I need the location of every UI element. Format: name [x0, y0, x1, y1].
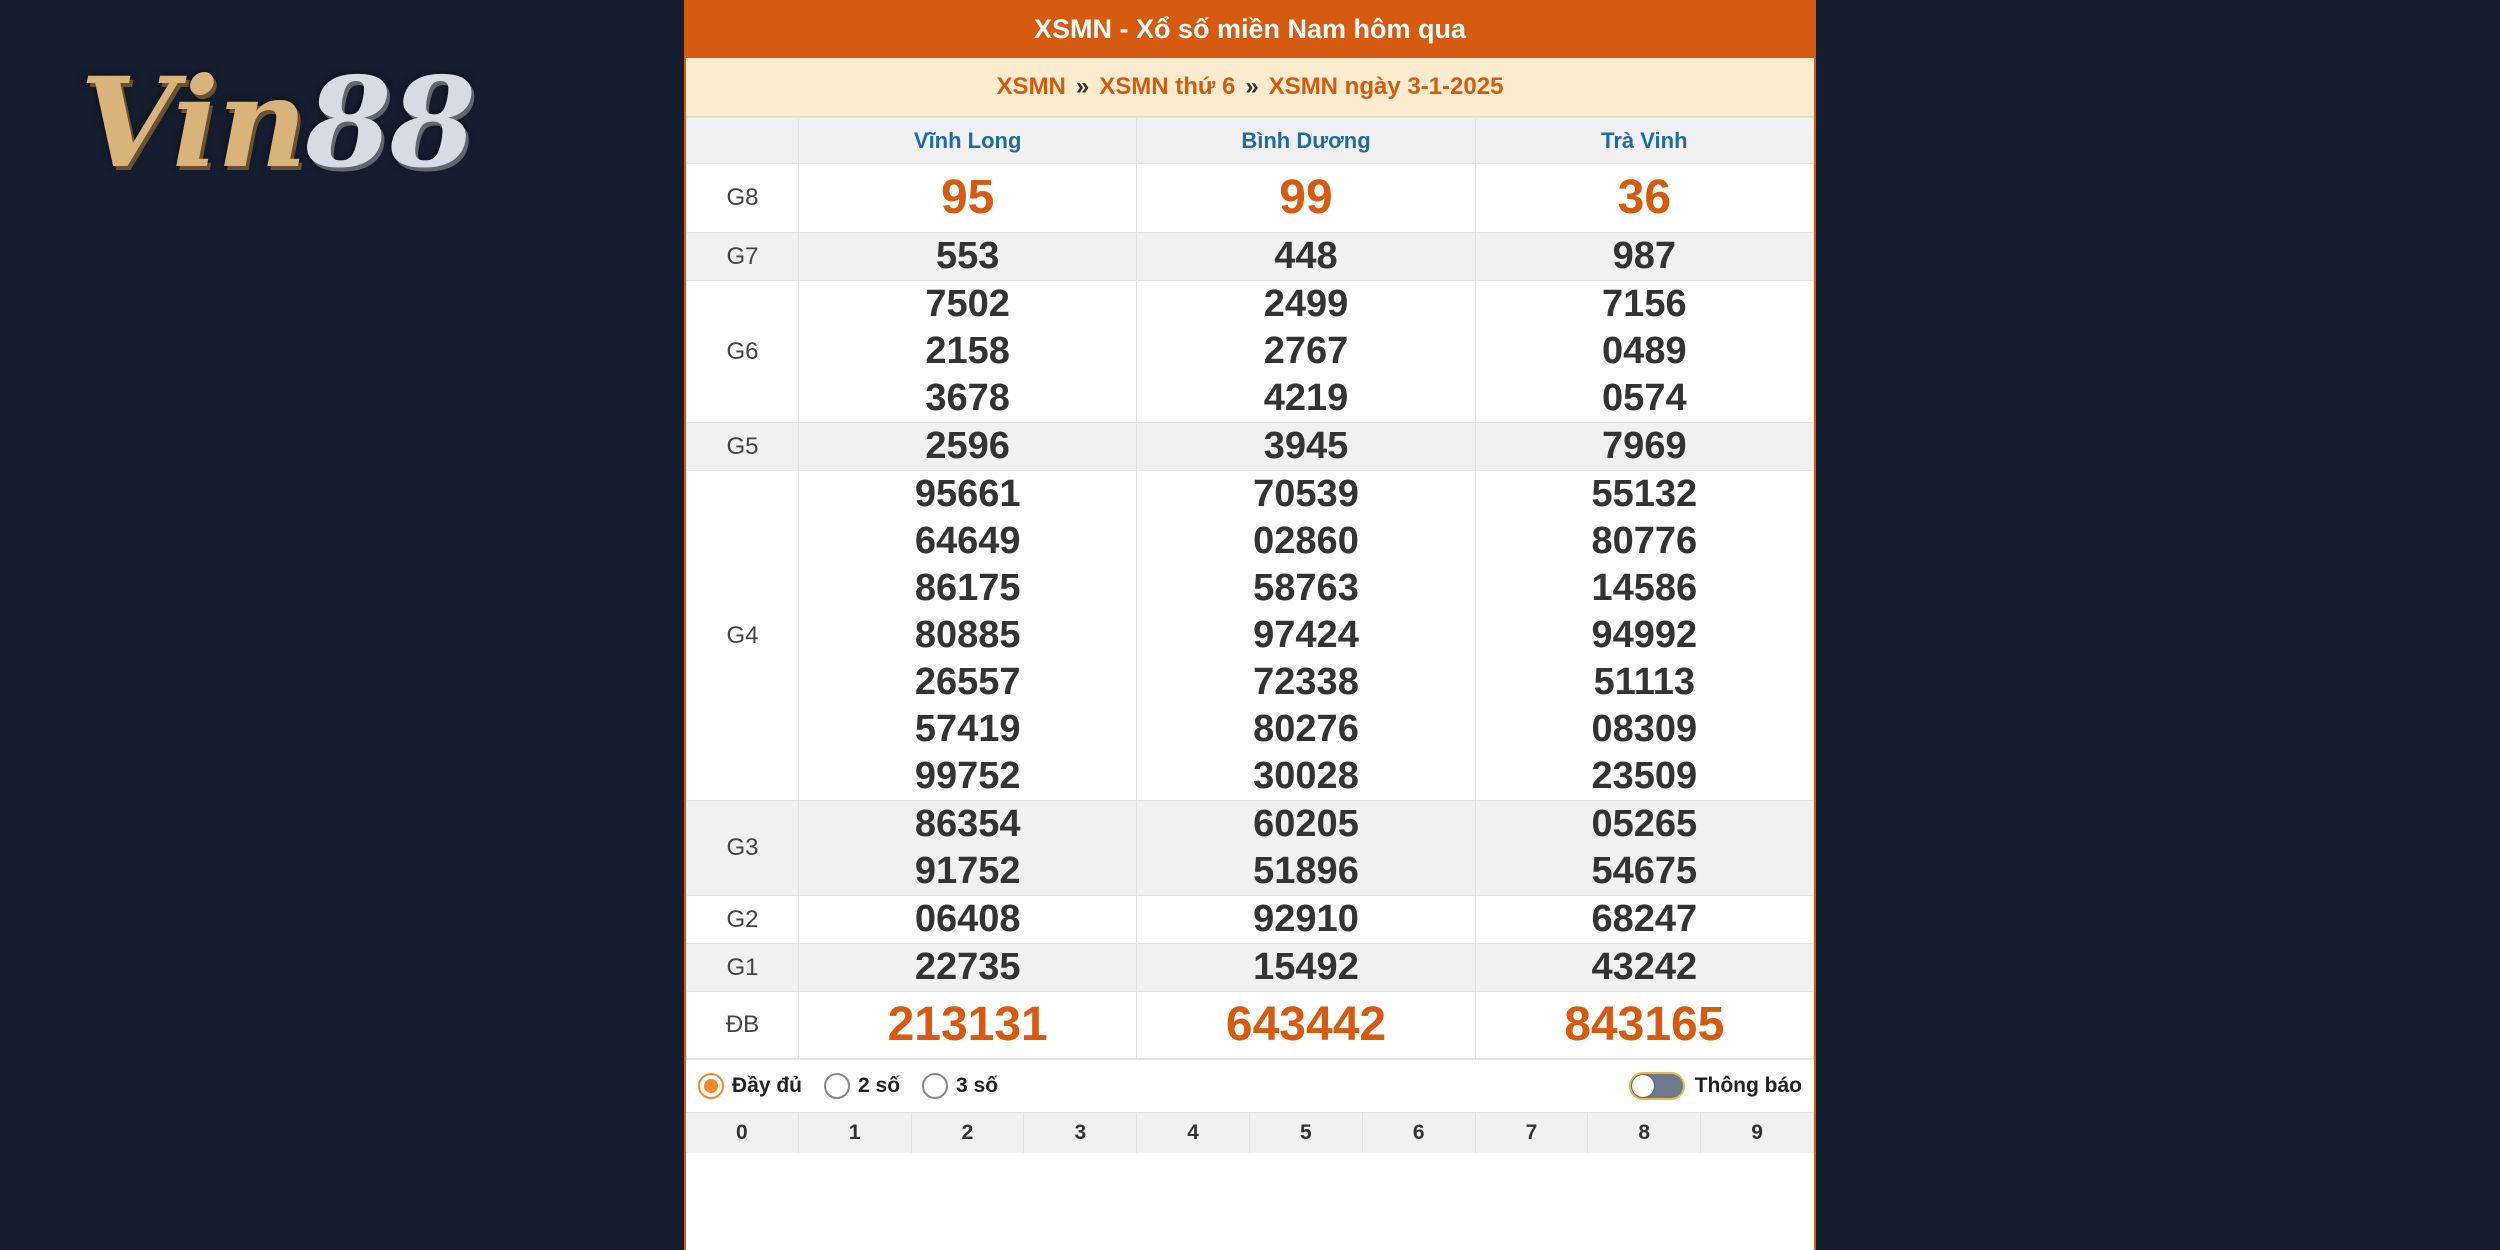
result-cell: [1137, 164, 1475, 233]
logo-number: 88: [305, 51, 474, 196]
result-number[interactable]: 94992: [1591, 614, 1698, 656]
result-number[interactable]: 14586: [1591, 567, 1698, 609]
digit-5[interactable]: 5: [1250, 1113, 1363, 1153]
radio-dot: [824, 1073, 850, 1099]
digit-0[interactable]: 0: [686, 1113, 799, 1153]
radio-label: 2 số: [858, 1074, 901, 1097]
result-number[interactable]: 2767: [1263, 330, 1349, 372]
result-number[interactable]: 0489: [1602, 330, 1687, 372]
result-number[interactable]: 3678: [925, 377, 1010, 419]
radio-2-digits[interactable]: [824, 1073, 900, 1099]
result-number[interactable]: 86175: [914, 567, 1021, 609]
result-number[interactable]: 43242: [1591, 946, 1698, 988]
radio-dot: [922, 1073, 948, 1099]
prize-row: [687, 233, 1814, 281]
province-tra-vinh[interactable]: Trà Vinh: [1475, 118, 1813, 164]
result-cell: [1475, 471, 1813, 801]
breadcrumb-separator: »: [1245, 73, 1259, 100]
result-cell: [799, 471, 1137, 801]
result-cell: [1475, 992, 1813, 1059]
prize-row: [687, 944, 1814, 992]
result-number[interactable]: 448: [1274, 235, 1338, 277]
prize-label: G2: [687, 896, 799, 944]
prize-label: G4: [687, 471, 799, 801]
prize-label: G1: [687, 944, 799, 992]
result-number[interactable]: 2596: [925, 425, 1010, 467]
result-number[interactable]: 80776: [1591, 520, 1698, 562]
result-cell: [1137, 992, 1475, 1059]
result-cell: [1475, 233, 1813, 281]
digit-4[interactable]: 4: [1137, 1113, 1250, 1153]
logo-word: Vin: [80, 51, 306, 196]
prize-row: [687, 471, 1814, 801]
province-vinh-long[interactable]: Vĩnh Long: [799, 118, 1137, 164]
result-cell: [1137, 944, 1475, 992]
display-options: [686, 1059, 1814, 1112]
result-number[interactable]: 99752: [914, 755, 1021, 797]
result-number[interactable]: 0574: [1602, 377, 1687, 419]
radio-dot: [698, 1073, 724, 1099]
prize-label: G8: [687, 164, 799, 233]
result-cell: [799, 281, 1137, 423]
result-number[interactable]: 92910: [1253, 898, 1359, 940]
prize-row: [687, 992, 1814, 1059]
radio-3-digits[interactable]: [922, 1073, 998, 1099]
radio-label: 3 số: [956, 1074, 999, 1097]
breadcrumb: [686, 58, 1814, 117]
result-cell: [1475, 896, 1813, 944]
result-number[interactable]: 86354: [914, 803, 1021, 845]
vin88-logo: [80, 51, 474, 196]
digit-7[interactable]: 7: [1476, 1113, 1589, 1153]
digit-2[interactable]: 2: [912, 1113, 1025, 1153]
digit-8[interactable]: 8: [1588, 1113, 1701, 1153]
result-number[interactable]: 60205: [1253, 803, 1359, 845]
result-number[interactable]: 64649: [914, 520, 1021, 562]
prize-row: [687, 281, 1814, 423]
province-binh-duong[interactable]: Bình Dương: [1137, 118, 1475, 164]
prize-label: G3: [687, 801, 799, 896]
result-number[interactable]: 05265: [1591, 803, 1698, 845]
toggle-label: Thông báo: [1694, 1074, 1802, 1097]
result-cell: [799, 944, 1137, 992]
breadcrumb-friday[interactable]: XSMN thứ 6: [1099, 73, 1236, 100]
result-number[interactable]: 51896: [1253, 850, 1359, 892]
result-number[interactable]: 91752: [914, 850, 1021, 892]
result-number[interactable]: 7969: [1602, 425, 1687, 467]
breadcrumb-xsmn[interactable]: XSMN: [996, 73, 1066, 100]
radio-full[interactable]: [698, 1073, 802, 1099]
result-number[interactable]: 4219: [1263, 377, 1349, 419]
result-number[interactable]: 95: [940, 171, 995, 224]
result-number[interactable]: 553: [935, 235, 1000, 277]
radio-label: Đầy đủ: [732, 1074, 803, 1097]
result-cell: [1475, 423, 1813, 471]
result-cell: [1475, 281, 1813, 423]
result-cell: [799, 896, 1137, 944]
digit-9[interactable]: 9: [1701, 1113, 1814, 1153]
lottery-panel: [684, 0, 1816, 1250]
result-number[interactable]: 55132: [1591, 473, 1698, 515]
result-number[interactable]: 843165: [1564, 998, 1725, 1051]
result-number[interactable]: 7156: [1602, 283, 1687, 325]
result-number[interactable]: 3945: [1263, 425, 1349, 467]
result-cell: [1475, 944, 1813, 992]
result-number[interactable]: 2158: [925, 330, 1010, 372]
result-number[interactable]: 2499: [1263, 283, 1349, 325]
prize-label: G5: [687, 423, 799, 471]
result-number[interactable]: 80276: [1253, 708, 1359, 750]
digit-3[interactable]: 3: [1024, 1113, 1137, 1153]
result-number[interactable]: 30028: [1253, 755, 1359, 797]
result-number[interactable]: 06408: [914, 898, 1021, 940]
result-number[interactable]: 7502: [925, 283, 1010, 325]
result-number[interactable]: 99: [1279, 171, 1333, 224]
result-cell: [799, 164, 1137, 233]
prize-label: G7: [687, 233, 799, 281]
result-cell: [1475, 801, 1813, 896]
prize-row: [687, 423, 1814, 471]
result-number[interactable]: 15492: [1253, 946, 1359, 988]
result-cell: [799, 992, 1137, 1059]
result-cell: [799, 801, 1137, 896]
digit-filter-bar: [686, 1112, 1814, 1153]
breadcrumb-separator: »: [1075, 73, 1090, 100]
prize-label: ĐB: [687, 992, 799, 1059]
breadcrumb-date[interactable]: XSMN ngày 3-1-2025: [1268, 73, 1504, 100]
result-number[interactable]: 70539: [1253, 473, 1359, 515]
result-number[interactable]: 26557: [914, 661, 1021, 703]
result-cell: [1137, 423, 1475, 471]
result-number[interactable]: 58763: [1253, 567, 1359, 609]
result-cell: [799, 233, 1137, 281]
result-number[interactable]: 23509: [1591, 755, 1698, 797]
notification-toggle[interactable]: [1629, 1072, 1802, 1100]
result-number[interactable]: 02860: [1253, 520, 1359, 562]
toggle-knob: [1632, 1075, 1654, 1097]
page-title: XSMN - Xổ số miền Nam hôm qua: [686, 0, 1814, 58]
result-number[interactable]: 72338: [1253, 661, 1359, 703]
prize-column-header: [687, 118, 799, 164]
result-number[interactable]: 54675: [1591, 850, 1698, 892]
toggle-track: [1629, 1072, 1685, 1100]
result-number[interactable]: 51113: [1593, 661, 1696, 703]
result-cell: [1137, 896, 1475, 944]
result-number[interactable]: 80885: [914, 614, 1021, 656]
result-cell: [1475, 164, 1813, 233]
table-header-row: [687, 118, 1814, 164]
digit-6[interactable]: 6: [1363, 1113, 1476, 1153]
result-number[interactable]: 213131: [887, 998, 1048, 1051]
prize-row: [687, 896, 1814, 944]
result-cell: [1137, 471, 1475, 801]
prize-label: G6: [687, 281, 799, 423]
results-table: [686, 117, 1814, 1059]
result-number[interactable]: 95661: [914, 473, 1021, 515]
result-number[interactable]: 643442: [1225, 998, 1387, 1051]
result-cell: [799, 423, 1137, 471]
result-cell: [1137, 801, 1475, 896]
result-number[interactable]: 57419: [914, 708, 1021, 750]
result-number[interactable]: 22735: [914, 946, 1021, 988]
result-number[interactable]: 68247: [1591, 898, 1698, 940]
result-cell: [1137, 233, 1475, 281]
result-number[interactable]: 987: [1612, 235, 1677, 277]
prize-row: [687, 164, 1814, 233]
digit-1[interactable]: 1: [799, 1113, 912, 1153]
result-number[interactable]: 08309: [1591, 708, 1698, 750]
result-number[interactable]: 97424: [1253, 614, 1359, 656]
result-number[interactable]: 36: [1617, 171, 1672, 224]
result-cell: [1137, 281, 1475, 423]
prize-row: [687, 801, 1814, 896]
